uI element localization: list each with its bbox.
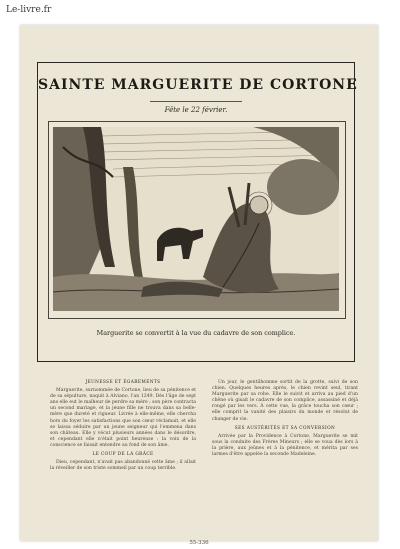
title-rule bbox=[150, 101, 242, 102]
text-column-right bbox=[212, 380, 358, 461]
document-sheet bbox=[20, 25, 378, 546]
page-title: SAINTE MARGUERITE DE CORTONE bbox=[38, 77, 358, 93]
saint-engraving-illustration bbox=[53, 127, 339, 311]
paragraph: Un jour, le gentilhomme sortit de la grotte, suivi de son chien. Quelques heures après, le chien revint seul, tirant Marguerite par sa robe. Elle le suivit et arriva au pied d'un chêne où gisait le cadavre de son complice, assassiné et déjà rongé par les vers. À cette vue, la grâce toucha son cœur ; elle comprit la vanité des plaisirs du monde et résolut de changer de vie. bbox=[212, 380, 358, 422]
section-heading: LE COUP DE LA GRÂCE bbox=[92, 452, 154, 458]
text-column-left bbox=[50, 380, 196, 475]
engraving-caption: Marguerite se convertit à la vue du cadavre de son complice. bbox=[96, 329, 296, 337]
paragraph: Arrivée par la Providence à Cortone, Marguerite se mit sous la conduite des Frères Mineurs ; elle se voua dès lors à la prière, aux jeûnes et à la pénitence, et mérita par ses larmes d'être appelée la seconde Madeleine. bbox=[212, 433, 358, 458]
page-number: 55-336 bbox=[189, 540, 209, 546]
paragraph: Marguerite, surnommée de Cortone, lieu de sa pénitence et de sa sépulture, naquit à Alviano, l'an 1249. Dès l'âge de sept ans elle eut le malheur de perdre sa mère ; son père contracta un second mariage, et la jeune fille ne trouva dans sa belle-mère que dureté et rigueur. Livrée à elle-même, elle chercha hors du foyer les satisfactions que son cœur réclamait, et elle se laissa séduire par un jeune seigneur qui l'emmena dans son château. Elle y vécut plusieurs années dans le désordre, et cependant elle n'était point heureuse : la voix de la conscience se faisait entendre au fond de son âme. bbox=[50, 388, 196, 448]
site-title: Le-livre.fr bbox=[6, 5, 52, 15]
title-frame bbox=[37, 62, 358, 362]
section-heading: JEUNESSE ET ÉGAREMENTS bbox=[85, 380, 161, 385]
section-heading: SES AUSTÉRITÉS ET SA CONVERSION bbox=[234, 425, 336, 431]
feast-date: Fête le 22 février. bbox=[164, 106, 228, 114]
paragraph: Dieu, cependant, n'avait pas abandonné cette âme ; il allait la réveiller de son triste sommeil par un coup terrible. bbox=[50, 460, 196, 472]
